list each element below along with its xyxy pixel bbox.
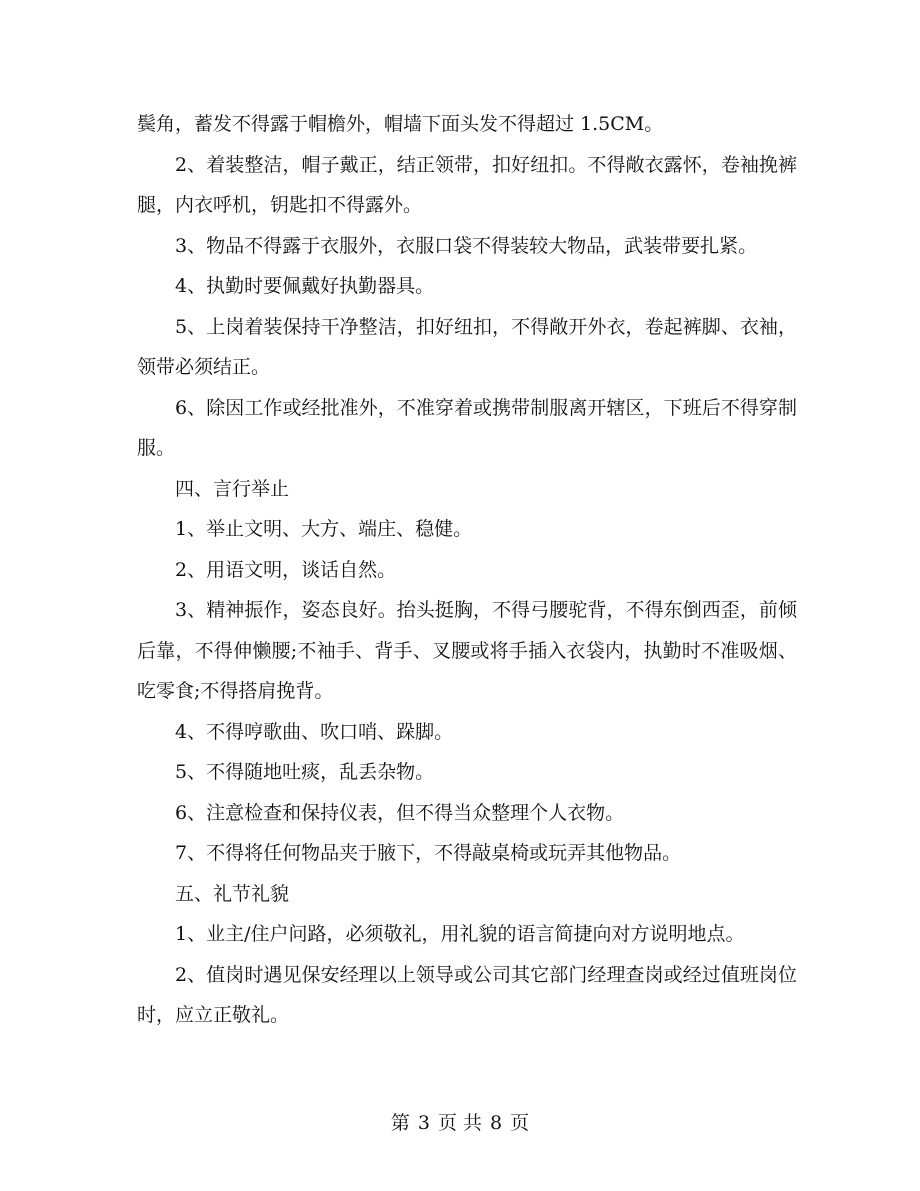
footer-total-pages: 8: [490, 1112, 503, 1134]
paragraph-conduct-item-1: 1、举止文明、大方、端庄、稳健。: [175, 518, 473, 540]
footer-prefix: 第: [390, 1112, 410, 1134]
paragraph-uniform-item-2: 2、着装整洁，帽子戴正，结正领带，扣好纽扣。不得敞衣露怀，卷袖挽裤腿，内衣呼机，钥匙扣不得露外。: [137, 153, 797, 216]
paragraph-uniform-item-6: 6、除因工作或经批准外，不准穿着或携带制服离开辖区，下班后不得穿制服。: [137, 396, 797, 459]
paragraph-uniform-item-4: 4、执勤时要佩戴好执勤器具。: [175, 275, 435, 297]
paragraph-conduct-item-3: 3、精神振作，姿态良好。抬头挺胸，不得弓腰驼背，不得东倒西歪，前倾后靠，不得伸懒腰;不袖手、背手、叉腰或将手插入衣袋内，执勤时不准吸烟、吃零食;不得搭肩挽背。: [137, 599, 797, 702]
paragraph-etiquette-item-2: 2、值岗时遇见保安经理以上领导或公司其它部门经理查岗或经过值班岗位时，应立正敬礼。: [137, 963, 797, 1026]
footer-suffix: 页: [510, 1112, 530, 1134]
paragraph-uniform-item-3: 3、物品不得露于衣服外，衣服口袋不得装较大物品，武装带要扎紧。: [175, 234, 758, 257]
page-footer: [0, 1111, 920, 1135]
paragraph-conduct-item-5: 5、不得随地吐痰，乱丢杂物。: [175, 761, 435, 783]
paragraph-continuation: 鬓角，蓄发不得露于帽檐外，帽墙下面头发不得超过 1.5CM。: [137, 113, 664, 135]
section-heading-conduct: 四、言行举止: [175, 477, 290, 500]
paragraph-conduct-item-6: 6、注意检查和保持仪表，但不得当众整理个人衣物。: [175, 801, 625, 824]
paragraph-uniform-item-5: 5、上岗着装保持干净整洁，扣好纽扣，不得敞开外衣，卷起裤脚、衣袖，领带必须结正。: [137, 315, 797, 378]
paragraph-conduct-item-7: 7、不得将任何物品夹于腋下，不得敲桌椅或玩弄其他物品。: [175, 842, 682, 864]
footer-middle: 页 共: [437, 1112, 483, 1134]
paragraph-etiquette-item-1: 1、业主/住户问路，必须敬礼，用礼貌的语言简捷向对方说明地点。: [175, 923, 745, 945]
paragraph-conduct-item-2: 2、用语文明，谈话自然。: [175, 558, 397, 581]
paragraph-conduct-item-4: 4、不得哼歌曲、吹口哨、跺脚。: [175, 720, 454, 743]
footer-page-number: 3: [417, 1112, 430, 1134]
section-heading-etiquette: 五、礼节礼貌: [175, 882, 290, 905]
document-body: [137, 104, 797, 1036]
